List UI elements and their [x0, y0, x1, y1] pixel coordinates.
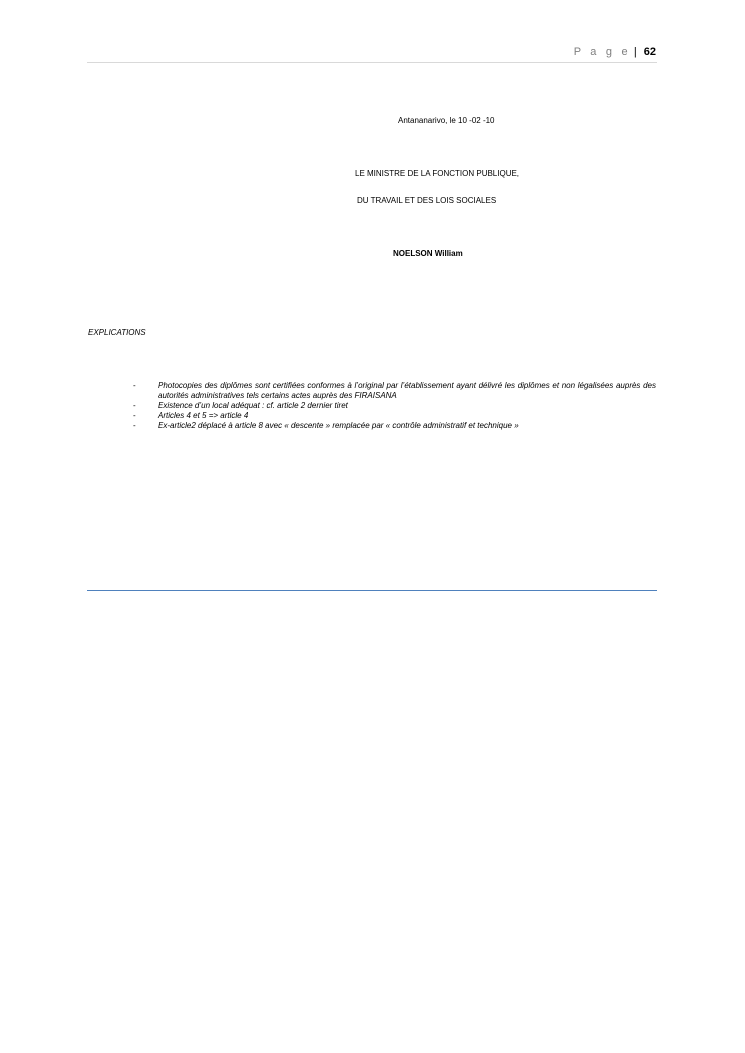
page-word: P a g e — [573, 46, 631, 58]
date-line: Antananarivo, le 10 -02 -10 — [398, 116, 495, 125]
page-number-label — [574, 46, 656, 58]
list-item — [130, 411, 656, 421]
bullet-dash: - — [133, 381, 136, 390]
page-separator: | — [633, 46, 637, 58]
minister-title-line1: LE MINISTRE DE LA FONCTION PUBLIQUE, — [355, 169, 520, 178]
minister-title-line2: DU TRAVAIL ET DES LOIS SOCIALES — [357, 196, 497, 205]
list-item — [130, 401, 656, 411]
list-item — [130, 381, 656, 401]
list-item-text: Photocopies des diplômes sont certifiées conformes à l’original par l’établissement ayant délivré les diplômes et non légalisées auprès des autorités administratives tels certains actes auprès des FIRAISANA — [158, 381, 656, 400]
explications-list — [130, 381, 656, 431]
list-item — [130, 421, 656, 431]
bullet-dash: - — [133, 411, 136, 420]
bullet-dash: - — [133, 421, 136, 430]
explications-title: EXPLICATIONS — [88, 328, 146, 337]
signatory-name: NOELSON William — [393, 249, 463, 258]
list-item-text: Ex-article2 déplacé à article 8 avec « descente » remplacée par « contrôle administratif et technique » — [158, 421, 519, 430]
footer-rule — [87, 590, 657, 591]
bullet-dash: - — [133, 401, 136, 410]
list-item-text: Articles 4 et 5 => article 4 — [158, 411, 249, 420]
list-item-text: Existence d’un local adéquat : cf. article 2 dernier tiret — [158, 401, 348, 410]
page-number: 62 — [643, 46, 656, 58]
page-header — [87, 44, 657, 63]
